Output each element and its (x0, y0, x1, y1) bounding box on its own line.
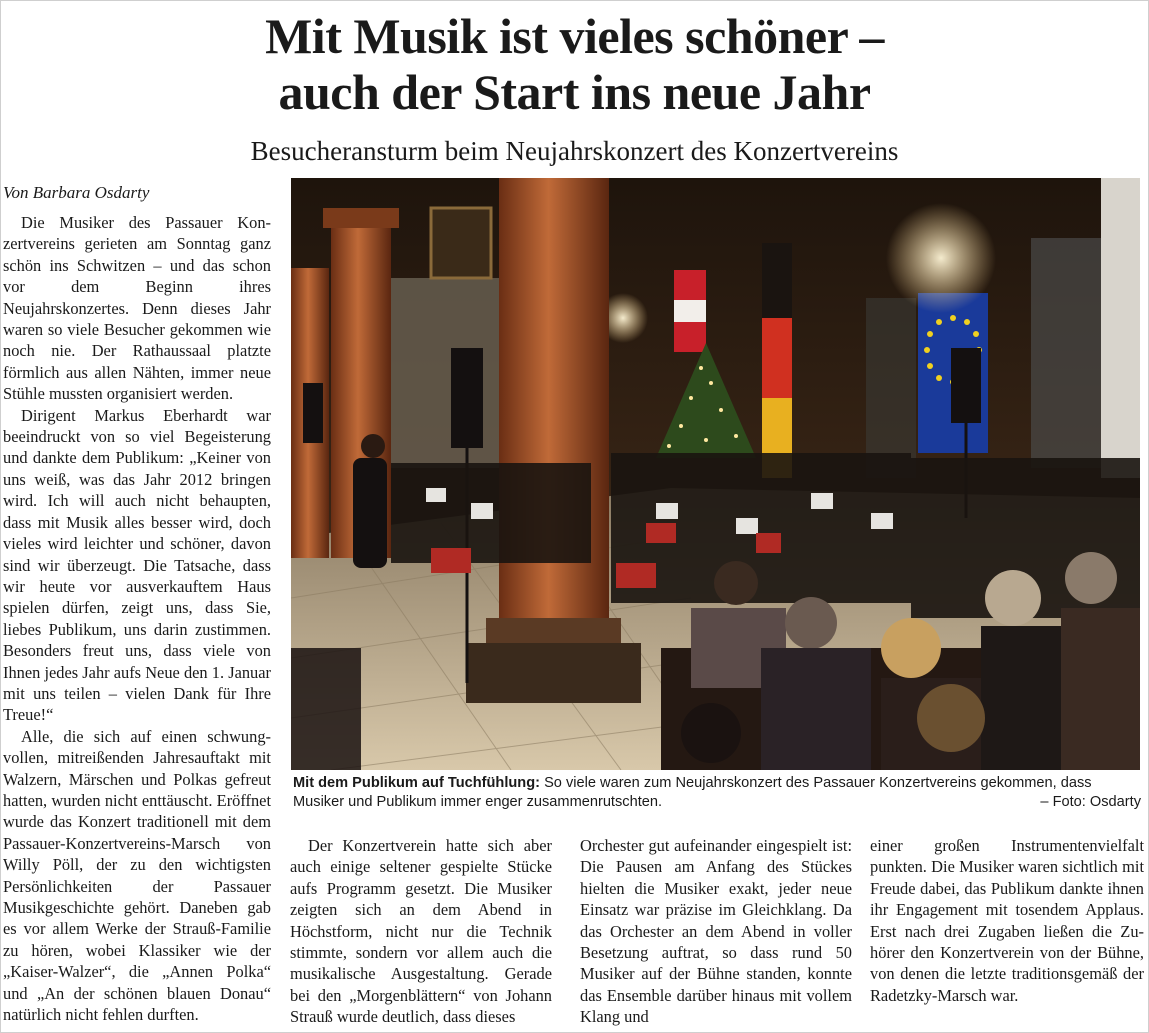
speaker (303, 383, 323, 443)
window (866, 298, 916, 478)
caption-text: So viele waren zum Neujahrskonzert des Passauer Konzertvereins gekommen, dass Musiker und Publikum immer enger zusammenrutschten. (293, 775, 1092, 811)
caption-lead: Mit dem Publikum auf Tuchfühlung: (293, 775, 540, 791)
paragraph: Die Musiker des Passauer Konzertvereins gerieten am Sonntag ganz schön ins Schwitzen – und das schon vor dem Beginn ihres Neujahrskonzertes. Denn dieses Jahr waren so viele Besucher gekommen wie noch nie. Der Rathaussaal platzte förmlich aus allen Nähten, immer neue Stühle mussten organisiert werden. (3, 213, 271, 404)
wall-mural (391, 278, 506, 468)
paragraph: Dirigent Markus Eberhardt war beeindruckt von so viel Begeisterung und dankte dem Publikum: „Keiner von uns weiß, was das Jahr 2012 bringen wird. Ich will auch nicht behaupten, dass mit Musik alles besser wird, doch vieles wird leichter und schöner, davon sind wir überzeugt. Die Tatsache, dass wir heute vor ausverkauftem Haus spielen dürfen, zeigt uns, dass Sie, liebes Publikum, uns darin zustimmen. Besonders freut uns, dass viele von Ihnen jedes Jahr aufs Neue den 1. Januar mit uns teilen – vielen Dank für Ihre Treue!“ (3, 405, 271, 725)
wall-clock (431, 208, 491, 278)
flag-germany (762, 243, 792, 478)
concert-photo (291, 178, 1140, 770)
headline-line-2: auch der Start ins neue Jahr (278, 64, 871, 120)
speaker (451, 348, 483, 448)
subheadline: Besucheransturm beim Neujahrskonzert des Konzertvereins (250, 136, 899, 166)
paragraph: Alle, die sich auf einen schwungvollen, mitreißenden Jahresauftakt mit Walzern, Märschen und Polkas gefreut hatten, wurden nicht enttäuscht. Eröffnet wurde das Konzert traditionell mit dem Passauer-Konzertvereins-Marsch von Willy Pöll, der zu den wichtigsten Persönlichkeiten der Passauer Musikgeschichte gehört. Daneben gab es vor allem Werke der Strauß-Familie zu hören, wobei Klassiker wie der „Kaiser-Walzer“, die „Annen Polka“ und „An der schönen blauen Donau“ natürlich nicht fehlen durften. (3, 726, 271, 1025)
body-column-3 (580, 835, 852, 1028)
paragraph: einer großen Instrumentenvielfalt punkten. Die Musiker waren sichtlich mit Freude dabei, das Publikum dankte ihnen ihr Engagement mit tosendem Applaus. Erst nach drei Zugaben ließen die Zuhörer den Konzertverein von der Bühne, von denen die letzte traditionsgemäß der Radetzky-Marsch war. (870, 836, 1144, 1005)
wall-panel (1101, 178, 1140, 478)
headline (0, 8, 1149, 120)
photo-caption (293, 774, 1141, 813)
main-pillar (499, 178, 609, 633)
paragraph: Der Konzertverein hatte sich aber auch einige seltener gespielte Stücke aufs Programm gesetzt. Die Musiker zeigten sich an dem Abend in Höchstform, nicht nur die Technik stimmte, sondern vor allem auch die musikalische Ausgestaltung. Gerade bei den „Morgenblättern“ von Johann Strauß wurde deutlich, dass dieses (290, 836, 552, 1027)
paragraph: Orchester gut aufeinander eingespielt ist: Die Pausen am Anfang des Stückes hielten die Musiker exakt, jeder neue Einsatz war präzise im Gleichklang. Da das Orchester an dem Abend in voller Besetzung auftrat, so dass rund 50 Musiker auf der Bühne standen, konnte das Ensemble darüber hinaus mit vollem Klang und (580, 836, 852, 1027)
photo-credit: – Foto: Osdarty (1040, 794, 1141, 811)
window (1031, 238, 1101, 468)
flag-austria (674, 270, 706, 352)
conductor (353, 458, 387, 568)
body-column-2 (290, 835, 552, 1028)
speaker (951, 348, 981, 423)
chandelier (886, 203, 996, 313)
concert-photo-illustration (291, 178, 1140, 770)
byline: Von Barbara Osdarty (3, 183, 150, 202)
pillar-base (466, 643, 641, 703)
body-column-1 (3, 212, 271, 1025)
body-column-4 (870, 835, 1144, 1006)
headline-line-1: Mit Musik ist vieles schöner – (265, 8, 884, 64)
